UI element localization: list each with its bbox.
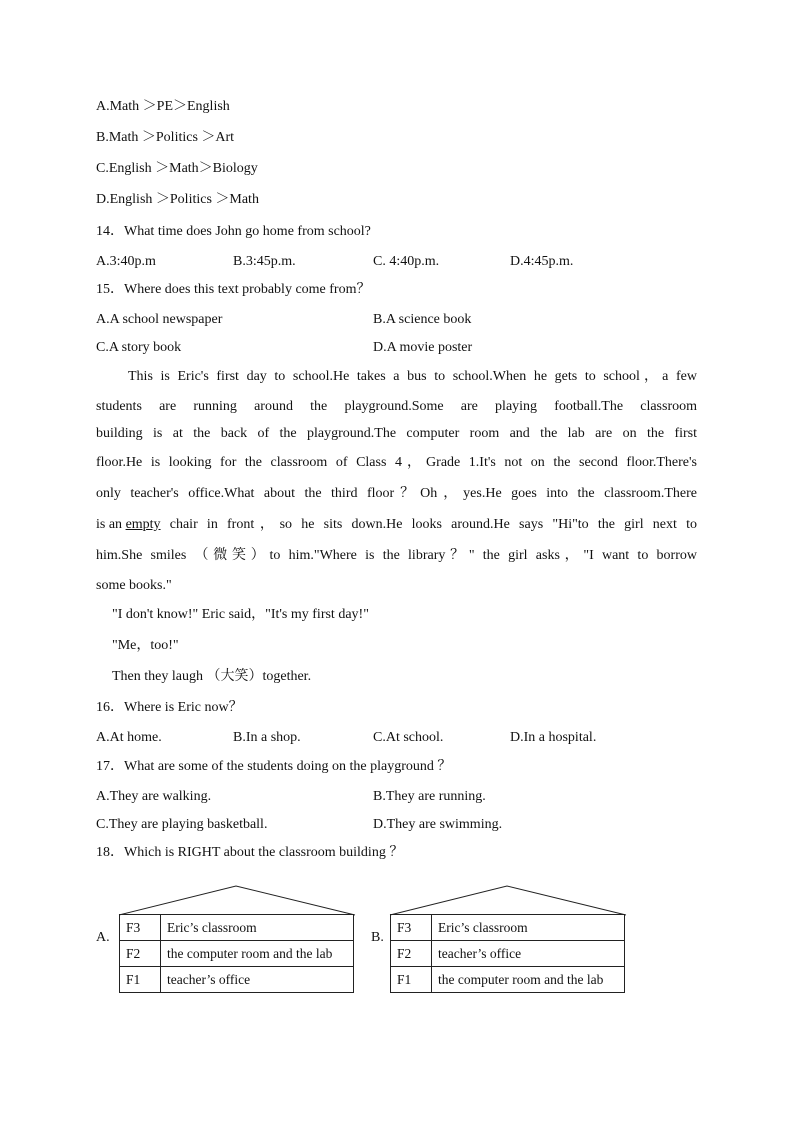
q14-question: 14．What time does John go home from school? [96, 224, 371, 239]
dialogue-line-1: "I don't know!" Eric said，"It's my first day!" [112, 607, 369, 622]
q17-option-a: A.They are walking. [96, 789, 212, 804]
dialogue-line-2: "Me，too!" [112, 638, 179, 653]
floor-content: Eric’s classroom [161, 915, 354, 941]
q18-option-b-letter: B. [371, 930, 384, 945]
floor-label: F3 [391, 915, 432, 941]
building-a-table [119, 914, 354, 993]
floor-content: the computer room and the lab [161, 941, 354, 967]
building-b-floor-3 [391, 915, 625, 941]
q18-option-a-letter: A. [96, 930, 110, 945]
building-b-table [390, 914, 625, 993]
building-b-floor-1 [391, 967, 625, 993]
building-b-roof [389, 884, 627, 916]
underlined-word-empty: empty [125, 517, 161, 532]
floor-label: F3 [120, 915, 161, 941]
building-a-floor-3 [120, 915, 354, 941]
q13-option-b: B.Math ＞Politics ＞Art [96, 130, 235, 145]
passage-line-8: some books." [96, 578, 172, 593]
floor-label: F1 [120, 967, 161, 993]
floor-label: F2 [391, 941, 432, 967]
q15-option-b: B.A science book [373, 312, 472, 327]
q13-option-d: D.English ＞Politics ＞Math [96, 192, 259, 207]
q15-question: 15．Where does this text probably come from？ [96, 282, 371, 297]
passage-line-6-end: chair in front，so he sits down.He looks around.He says "Hi"to the girl next to [160, 517, 697, 532]
passage-line-5: only teacher's office.What about the third floor？Oh，yes.He goes into the classroom.There [96, 486, 697, 501]
q17-option-b: B.They are running. [373, 789, 486, 804]
floor-content: teacher’s office [432, 941, 625, 967]
q16-option-d: D.In a hospital. [510, 730, 597, 745]
q14-option-b: B.3:45p.m. [233, 254, 296, 269]
q17-option-c: C.They are playing basketball. [96, 817, 268, 832]
dialogue-line-3: Then they laugh （大笑）together. [112, 669, 312, 684]
q16-option-c: C.At school. [373, 730, 444, 745]
passage-line-2: students are running around the playground.Some are playing football.The classroom [96, 399, 697, 414]
building-b-floor-2 [391, 941, 625, 967]
q15-option-d: D.A movie poster [373, 340, 473, 355]
q14-option-c: C. 4:40p.m. [373, 254, 440, 269]
q15-option-a: A.A school newspaper [96, 312, 223, 327]
building-a-floor-1 [120, 967, 354, 993]
q17-question: 17．What are some of the students doing on the playground ？ [96, 759, 452, 774]
building-a-floor-2 [120, 941, 354, 967]
q13-option-a: A.Math ＞PE＞English [96, 99, 230, 114]
passage-line-6-start: is an [96, 517, 126, 532]
passage-line-1: This is Eric's first day to school.He takes a bus to school.When he gets to school，a few [128, 369, 697, 384]
q16-option-b: B.In a shop. [233, 730, 301, 745]
floor-content: the computer room and the lab [432, 967, 625, 993]
q15-option-c: C.A story book [96, 340, 182, 355]
passage-line-4: floor.He is looking for the classroom of Class 4，Grade 1.It's not on the second floor.There's [96, 455, 697, 470]
q14-option-d: D.4:45p.m. [510, 254, 574, 269]
q13-option-c: C.English ＞Math＞Biology [96, 161, 258, 176]
building-a-roof [118, 884, 356, 916]
passage-line-7: him.She smiles （微笑）to him."Where is the library？" the girl asks，"I want to borrow [96, 548, 697, 563]
q14-option-a: A.3:40p.m [96, 254, 156, 269]
floor-label: F1 [391, 967, 432, 993]
q18-question: 18．Which is RIGHT about the classroom building ？ [96, 845, 404, 860]
passage-line-6 [96, 516, 697, 534]
floor-label: F2 [120, 941, 161, 967]
q16-option-a: A.At home. [96, 730, 162, 745]
floor-content: teacher’s office [161, 967, 354, 993]
floor-content: Eric’s classroom [432, 915, 625, 941]
q16-question: 16．Where is Eric now？ [96, 700, 243, 715]
passage-line-3: building is at the back of the playground.The computer room and the lab are on the first [96, 426, 697, 441]
q17-option-d: D.They are swimming. [373, 817, 503, 832]
